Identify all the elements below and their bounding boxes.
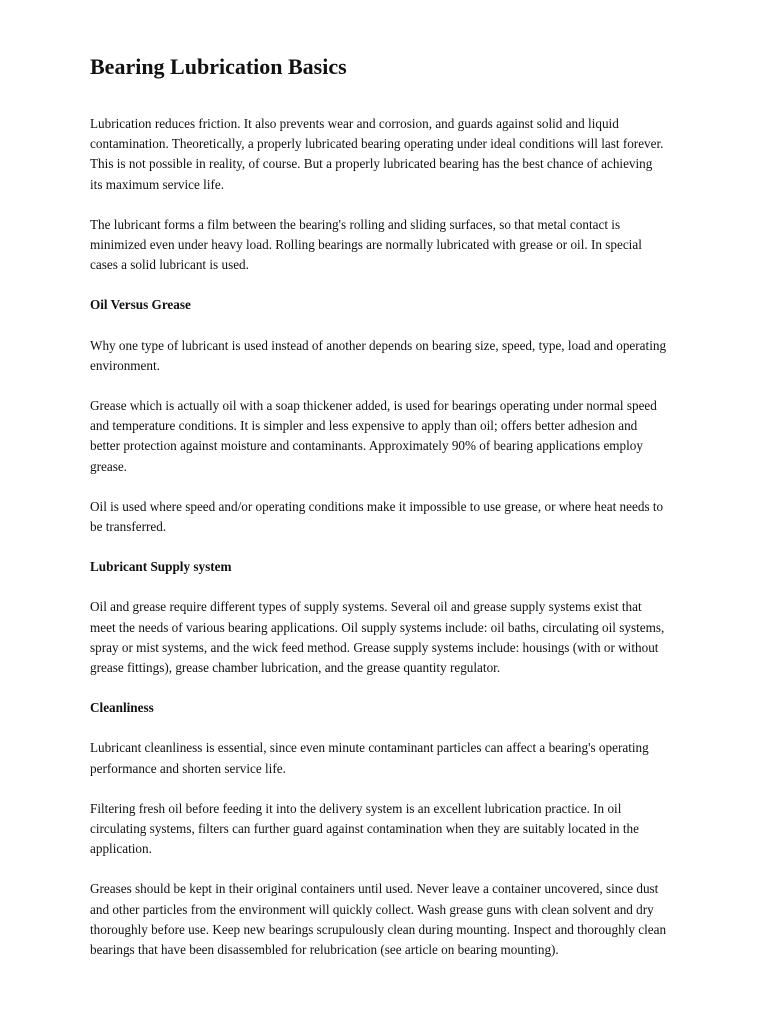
paragraph-filtering: Filtering fresh oil before feeding it into the delivery system is an excellent lubrication practice. In oil circulating systems, filters can further guard against contamination when they are suitably located in the application. (90, 800, 639, 857)
section-heading-cleanliness: Cleanliness (90, 700, 154, 716)
section-heading-oil-versus-grease: Oil Versus Grease (90, 297, 191, 313)
paragraph-oil: Oil is used where speed and/or operating conditions make it impossible to use grease, or where heat needs to be transferred. (90, 498, 664, 535)
paragraph-grease: Grease which is actually oil with a soap thickener added, is used for bearings operating under normal speed and temperature conditions. It is simpler and less expensive to apply than oil; offers better adhesion and better protection against moisture and contaminants. Approximately 90% of bearing applications employ grease. (90, 398, 657, 474)
paragraph-lubricant-film: The lubricant forms a film between the bearing's rolling and sliding surfaces, so that metal contact is minimized even under heavy load. Rolling bearings are normally lubricated with grease or oil. In special cases a solid lubricant is used. (90, 216, 642, 273)
section-heading-lubricant-supply: Lubricant Supply system (90, 559, 232, 575)
paragraph-cleanliness: Lubricant cleanliness is essential, since even minute contaminant particles can affect a bearing's operating performance and shorten service life. (90, 740, 649, 776)
document-title: Bearing Lubrication Basics (90, 54, 347, 79)
paragraph-intro: Lubrication reduces friction. It also prevents wear and corrosion, and guards against solid and liquid contamination. Theoretically, a properly lubricated bearing operating under ideal conditions will last forever. This is not possible in reality, of course. But a properly lubricated bearing has the best chance of achieving its maximum service life. (90, 116, 664, 192)
paragraph-lubricant-choice: Why one type of lubricant is used instead of another depends on bearing size, speed, type, load and operating environment. (90, 337, 667, 373)
paragraph-grease-storage: Greases should be kept in their original containers until used. Never leave a container uncovered, since dust and other particles from the environment will quickly collect. Wash grease guns with clean solvent and dry thoroughly before use. Keep new bearings scrupulously clean during mounting. Inspect and thoroughly clean bearings that have been disassembled for relubrication (see article on bearing mounting). (90, 881, 667, 958)
paragraph-supply-systems: Oil and grease require different types of supply systems. Several oil and grease supply systems exist that meet the needs of various bearing applications. Oil supply systems include: oil baths, circulating oil systems, spray or mist systems, and the wick feed method. Grease supply systems include: housings (with or without grease fittings), grease chamber lubrication, and the grease quantity regulator. (90, 599, 665, 676)
